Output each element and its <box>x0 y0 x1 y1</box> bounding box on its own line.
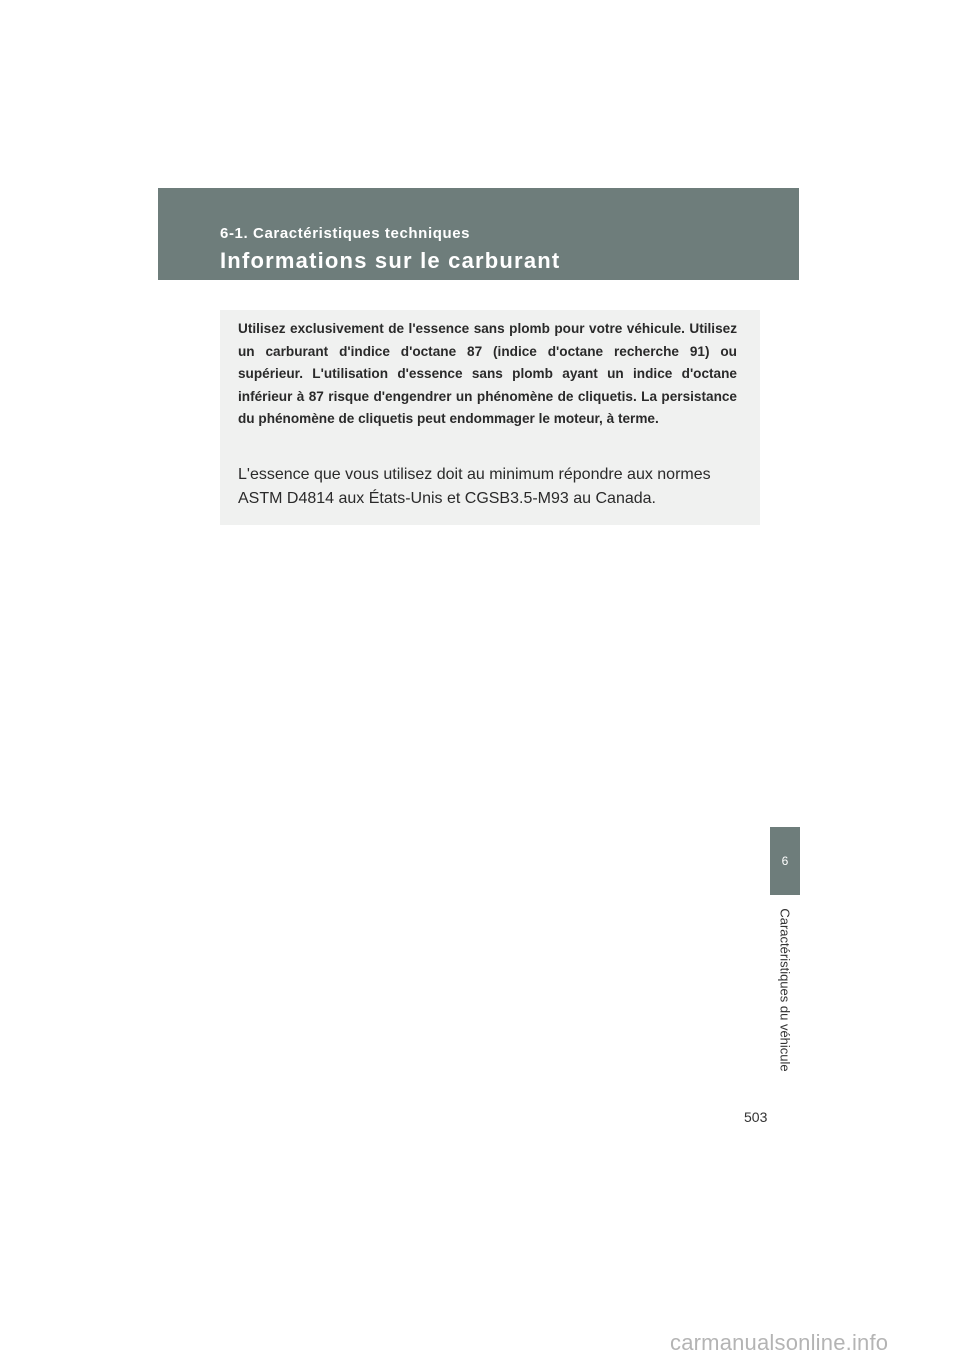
chapter-tab-label: Caractéristiques du véhicule <box>777 908 793 1072</box>
page-number: 503 <box>744 1109 768 1125</box>
info-normal-paragraph: L'essence que vous utilisez doit au minimum répondre aux normes ASTM D4814 aux États-Unis et CGSB3.5-M93 au Canada. <box>238 466 711 507</box>
section-label: 6-1. Caractéristiques techniques <box>220 225 471 242</box>
info-bold-paragraph: Utilisez exclusivement de l'essence sans plomb pour votre véhicule. Utilisez un carburant d'indice d'octane 87 (indice d'octane recherche 91) ou supérieur. L'utilisation d'essence sans plomb ayant un indice d'octane inférieur à 87 risque d'engendrer un phénomène de cliquetis. La persistance du phénomène de cliquetis peut endommager le moteur, à terme. <box>238 321 737 426</box>
page-title: Informations sur le carburant <box>220 248 561 273</box>
chapter-tab-number: 6 <box>781 854 789 868</box>
watermark: carmanualsonline.info <box>670 1330 889 1355</box>
